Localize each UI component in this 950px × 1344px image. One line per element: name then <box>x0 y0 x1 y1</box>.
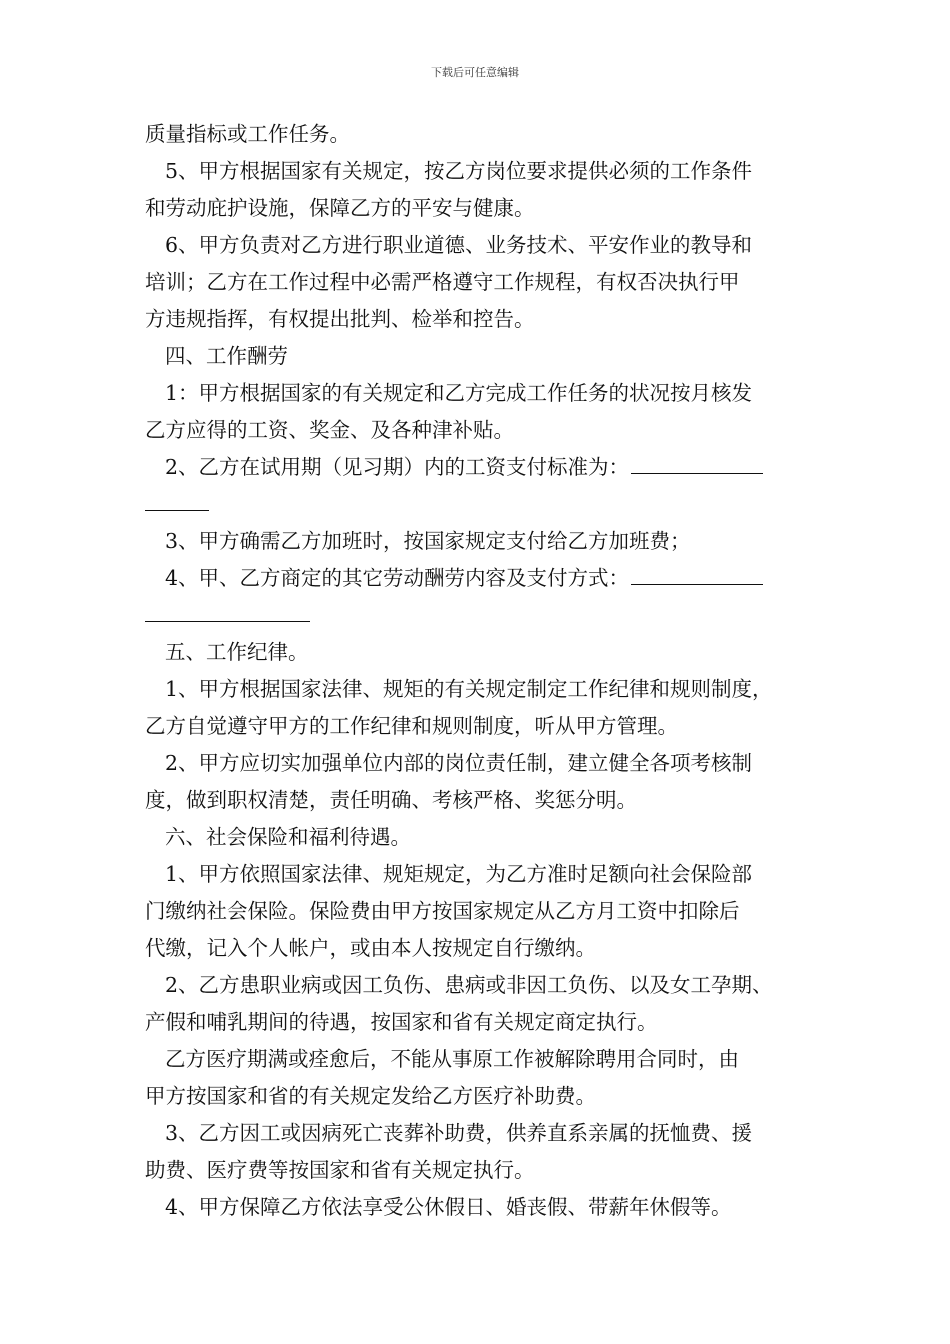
paragraph-line: 2、乙方患职业病或因工负伤、患病或非因工负伤、以及女工孕期、 <box>165 973 773 997</box>
paragraph-line: 3、乙方因工或因病死亡丧葬补助费，供养直系亲属的抚恤费、援 <box>165 1121 753 1145</box>
paragraph-line: 门缴纳社会保险。保险费由甲方按国家规定从乙方月工资中扣除后 <box>145 899 740 923</box>
paragraph-line: 质量指标或工作任务。 <box>145 122 350 146</box>
paragraph-line <box>145 449 820 486</box>
paragraph-text: 4、甲、乙方商定的其它劳动酬劳内容及支付方式： <box>165 566 630 590</box>
paragraph-line: 1：甲方根据国家的有关规定和乙方完成工作任务的状况按月核发 <box>165 381 753 405</box>
paragraph-line: 产假和哺乳期间的待遇，按国家和省有关规定商定执行。 <box>145 1010 658 1034</box>
section-heading: 四、工作酬劳 <box>165 344 288 368</box>
paragraph-line: 培训；乙方在工作过程中必需严格遵守工作规程，有权否决执行甲 <box>145 270 740 294</box>
fill-in-blank <box>631 583 763 585</box>
paragraph-line: 甲方按国家和省的有关规定发给乙方医疗补助费。 <box>145 1084 596 1108</box>
paragraph-line <box>145 597 820 634</box>
section-heading: 六、社会保险和福利待遇。 <box>165 825 411 849</box>
paragraph-line: 乙方应得的工资、奖金、及各种津补贴。 <box>145 418 514 442</box>
paragraph-line: 1、甲方根据国家法律、规矩的有关规定制定工作纪律和规则制度， <box>165 677 773 701</box>
paragraph-line <box>145 486 820 523</box>
section-heading: 五、工作纪律。 <box>165 640 309 664</box>
paragraph-line: 和劳动庇护设施，保障乙方的平安与健康。 <box>145 196 535 220</box>
fill-in-blank <box>145 620 310 622</box>
paragraph-line: 方违规指挥，有权提出批判、检举和控告。 <box>145 307 535 331</box>
page-header: 下载后可任意编辑 <box>431 66 519 79</box>
paragraph-line <box>145 560 820 597</box>
document-body <box>145 116 820 1226</box>
paragraph-line: 3、甲方确需乙方加班时，按国家规定支付给乙方加班费； <box>165 529 691 553</box>
paragraph-line: 4、甲方保障乙方依法享受公休假日、婚丧假、带薪年休假等。 <box>165 1195 732 1219</box>
fill-in-blank <box>631 472 763 474</box>
paragraph-line: 度，做到职权清楚，责任明确、考核严格、奖惩分明。 <box>145 788 637 812</box>
paragraph-line: 乙方医疗期满或痊愈后，不能从事原工作被解除聘用合同时，由 <box>165 1047 739 1071</box>
paragraph-line: 代缴，记入个人帐户，或由本人按规定自行缴纳。 <box>145 936 596 960</box>
paragraph-line: 6、甲方负责对乙方进行职业道德、业务技术、平安作业的教导和 <box>165 233 753 257</box>
paragraph-text: 2、乙方在试用期（见习期）内的工资支付标准为： <box>165 455 630 479</box>
paragraph-line: 乙方自觉遵守甲方的工作纪律和规则制度，听从甲方管理。 <box>145 714 678 738</box>
paragraph-line: 5、甲方根据国家有关规定，按乙方岗位要求提供必须的工作条件 <box>165 159 753 183</box>
paragraph-line: 1、甲方依照国家法律、规矩规定，为乙方准时足额向社会保险部 <box>165 862 753 886</box>
fill-in-blank <box>145 509 209 511</box>
paragraph-line: 助费、医疗费等按国家和省有关规定执行。 <box>145 1158 535 1182</box>
paragraph-line: 2、甲方应切实加强单位内部的岗位责任制，建立健全各项考核制 <box>165 751 753 775</box>
